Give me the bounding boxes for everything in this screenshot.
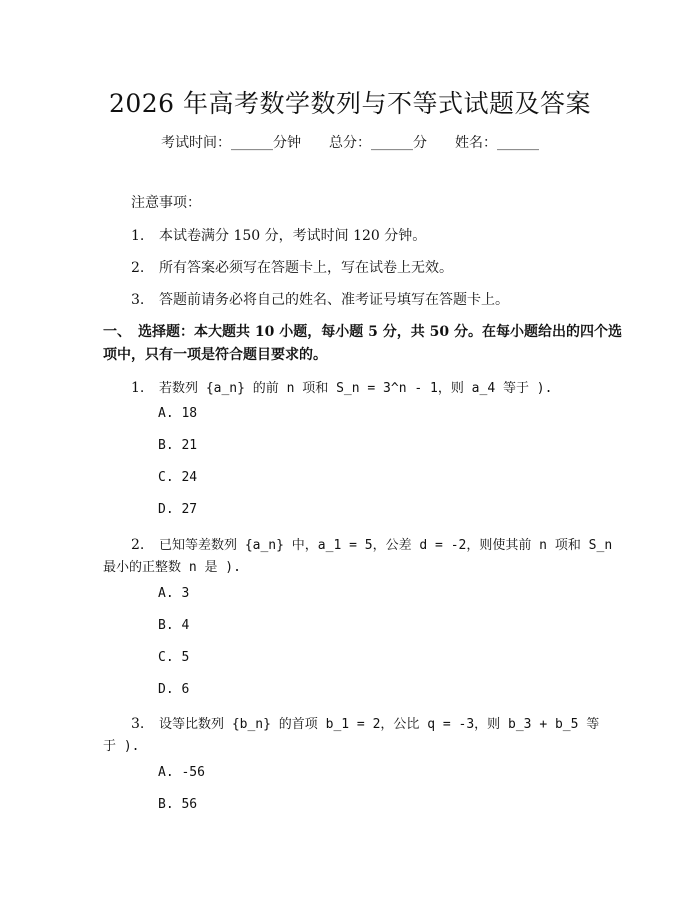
question-text-continued: 于 ). [103, 739, 140, 754]
option-a: A. 18 [158, 406, 198, 421]
option-b: B. 56 [158, 797, 198, 812]
notice-item-text: 答题前请务必将自己的姓名、准考证号填写在答题卡上。 [159, 292, 509, 308]
question-text: 已知等差数列 {a_n} 中，a_1 = 5，公差 d = -2，则使其前 n 项和 S_n [159, 538, 613, 553]
section-heading-line1: 一、 选择题：本大题共 10 小题，每小题 5 分，共 50 分。在每小题给出的四个选 [103, 324, 622, 340]
option-b: B. 4 [158, 618, 190, 633]
page-title: 2026 年高考数学数列与不等式试题及答案 [108, 89, 592, 118]
option-b: B. 21 [158, 438, 198, 453]
notice-item-text: 本试卷满分 150 分，考试时间 120 分钟。 [159, 228, 427, 244]
question-text-continued: 最小的正整数 n 是 ). [103, 560, 241, 575]
notice-item-number: 1. [131, 228, 145, 244]
option-a: A. -56 [158, 765, 205, 780]
notice-item-number: 3. [131, 292, 145, 308]
notice-item-number: 2. [131, 260, 145, 276]
option-d: D. 6 [158, 682, 190, 697]
option-d: D. 27 [158, 502, 198, 517]
question-2 [131, 534, 612, 553]
question-3 [131, 713, 599, 732]
exam-info-line: 考试时间：______分钟 总分：______分 姓名：______ [161, 135, 539, 151]
section-heading-line2: 项中，只有一项是符合题目要求的。 [103, 347, 327, 363]
notice-item [131, 289, 509, 309]
question-1 [131, 377, 552, 396]
question-text: 设等比数列 {b_n} 的首项 b_1 = 2，公比 q = -3，则 b_3 + b_5 等 [159, 717, 600, 732]
notice-item-text: 所有答案必须写在答题卡上，写在试卷上无效。 [159, 260, 453, 276]
option-a: A. 3 [158, 586, 190, 601]
option-c: C. 5 [158, 650, 190, 665]
question-text: 若数列 {a_n} 的前 n 项和 S_n = 3^n - 1，则 a_4 等于 ). [159, 381, 553, 396]
question-number: 3. [131, 716, 145, 732]
question-number: 2. [131, 537, 145, 553]
notice-item [131, 225, 426, 245]
notice-item [131, 257, 453, 277]
option-c: C. 24 [158, 470, 198, 485]
notice-heading: 注意事项： [131, 195, 201, 211]
question-number: 1. [131, 380, 145, 396]
